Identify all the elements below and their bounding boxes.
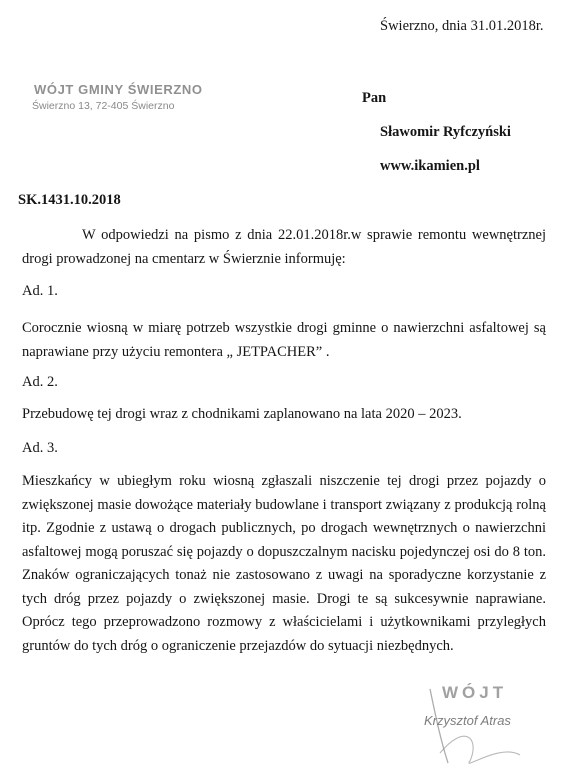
place-date: Świerzno, dnia 31.01.2018r. [380,18,544,34]
recipient-website: www.ikamien.pl [380,158,480,174]
section-heading-3: Ad. 3. [22,440,58,456]
signature-name: Krzysztof Atras [424,713,511,728]
section-text-2: Przebudowę tej drogi wraz z chodnikami zaplanowano na lata 2020 – 2023. [22,406,462,422]
recipient-salutation: Pan [362,90,387,106]
section-text-3: Mieszkańcy w ubiegłym roku wiosną zgłaszali niszczenie tej drogi przez pojazdy o zwiększonej masie dowożące materiały budowlane i transport związany z produkcją rolną itp. Zgodnie z ustawą o drogach publicznych, po drogach wewnętrznych o nawierzchni asfaltowej mogą poruszać się pojazdy o dopuszczalnym nacisku pojedynczej osi do 8 ton. Znaków ograniczających tonaż nie zastosowano z uwagi na sporadyczne korzystanie z tych dróg przez pojazdy o zwiększonej masie. Drogi te są sukcesywnie naprawiane. Oprócz tego przeprowadzono rozmowy z właścicielami i użytkownikami przyległych gruntów do tych dróg o ograniczenie przejazdów do sytuacji niezbędnych. [22,473,546,654]
office-stamp [28,80,203,128]
section-text-1: Corocznie wiosną w miarę potrzeb wszystkie drogi gminne o nawierzchni asfaltowej są naprawiane przy użyciu remontera „ JETPACHER” . [22,320,546,360]
intro-paragraph: W odpowiedzi na pismo z dnia 22.01.2018r.w sprawie remontu wewnętrznej drogi prowadzonej na cmentarz w Świerznie informuję: [22,227,546,267]
signature-title: WÓJT [442,683,508,702]
stamp-address: Świerzno 13, 72-405 Świerzno [32,100,175,112]
reference-number: SK.1431.10.2018 [18,192,121,208]
signature-block [410,683,560,773]
recipient-name: Sławomir Ryfczyński [380,124,511,140]
section-heading-1: Ad. 1. [22,283,58,299]
section-heading-2: Ad. 2. [22,374,58,390]
stamp-title: WÓJT GMINY ŚWIERZNO [34,82,203,97]
